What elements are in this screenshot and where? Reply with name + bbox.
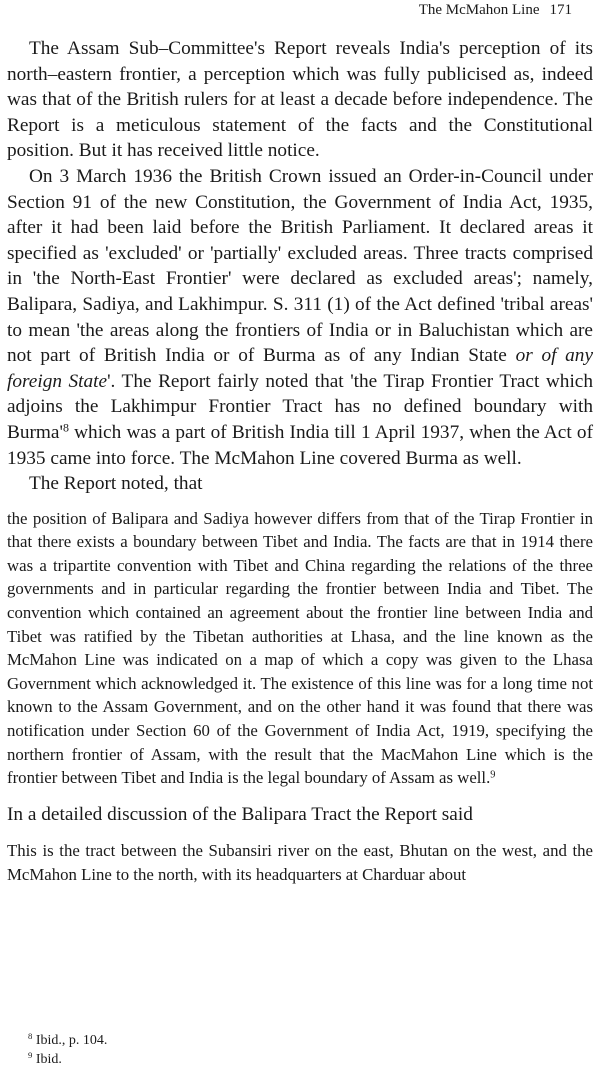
page-body	[7, 36, 593, 887]
footnote-9	[28, 1051, 107, 1069]
block-quote-2: This is the tract between the Subansiri river on the east, Bhutan on the west, and the McMahon Line to the north, with its headquarters at Charduar about	[7, 841, 593, 884]
page-number: 171	[549, 2, 572, 18]
paragraph-4: In a detailed discussion of the Balipara Tract the Report said	[7, 803, 473, 825]
paragraph-3: The Report noted, that	[29, 473, 203, 495]
footnote-ref-9: 9	[490, 769, 496, 781]
paragraph-2-text-c: which was a part of British India till 1 April 1937, when the Act of 1935 came into force. The McMahon Line covered Burma as well.	[7, 421, 593, 469]
paragraph-2	[7, 164, 593, 471]
block-quote-1-text: the position of Balipara and Sadiya however differs from that of the Tirap Frontier in that there exists a boundary between Tibet and India. The facts are that in 1914 there was a tripartite convention with Tibet and China regarding the relations of the three governments and in particular regarding the frontier between India and Tibet. The convention which contained an agreement about the frontier line between India and Tibet was ratified by the Tibetan authorities at Lhasa, and the line known as the McMahon Line was indicated on a map of which a copy was given to the Lhasa Government which acknowledged it. The existence of this line was for a long time not known to the Assam Government, and on the other hand it was found that there was notification under Section 60 of the Government of India Act, 1919, specifying the northern frontier of Assam, with the result that the MacMahon Line which is the frontier between Tibet and India is the legal boundary of Assam as well.	[7, 508, 593, 788]
footnote-9-text: Ibid.	[35, 1052, 62, 1067]
running-head	[419, 0, 572, 20]
footnote-8	[28, 1032, 107, 1050]
paragraph-2-italic: or of any foreign State	[7, 345, 594, 392]
footnotes	[28, 1032, 107, 1070]
block-quote-1	[7, 507, 593, 790]
footnote-8-number: 8	[28, 1031, 33, 1042]
chapter-title: The McMahon Line	[418, 2, 540, 18]
paragraph-2-text-a: On 3 March 1936 the British Crown issued an Order-in-Council under Section 91 of the new Constitution, the Government of India Act, 1935, after it had been laid before the British Parliament. It declared areas it specified as 'excluded' or 'partially' excluded areas. Three tracts comprised in 'the North-East Frontier' were declared as excluded areas'; namely, Balipara, Sadiya, and Lakhimpur. S. 311 (1) of the Act defined 'tribal areas' to mean 'the areas along the frontiers of India or in Baluchistan which are not part of British India or of Burma as of any Indian State	[7, 165, 593, 367]
footnote-8-text: Ibid., p. 104.	[35, 1033, 108, 1048]
paragraph-1: The Assam Sub–Committee's Report reveals India's perception of its north–eastern frontier, a perception which was fully publicised as, indeed was that of the British rulers for at least a decade before independence. The Report is a meticulous statement of the facts and the Constitutional position. But it has received little notice.	[7, 38, 593, 162]
paragraph-2-text-b: '. The Report fairly noted that 'the Tirap Frontier Tract which adjoins the Lakhimpur Frontier Tract has no defined boundary with Burma'	[7, 370, 593, 443]
footnote-ref-8: 8	[62, 420, 69, 435]
footnote-9-number: 9	[28, 1050, 33, 1061]
